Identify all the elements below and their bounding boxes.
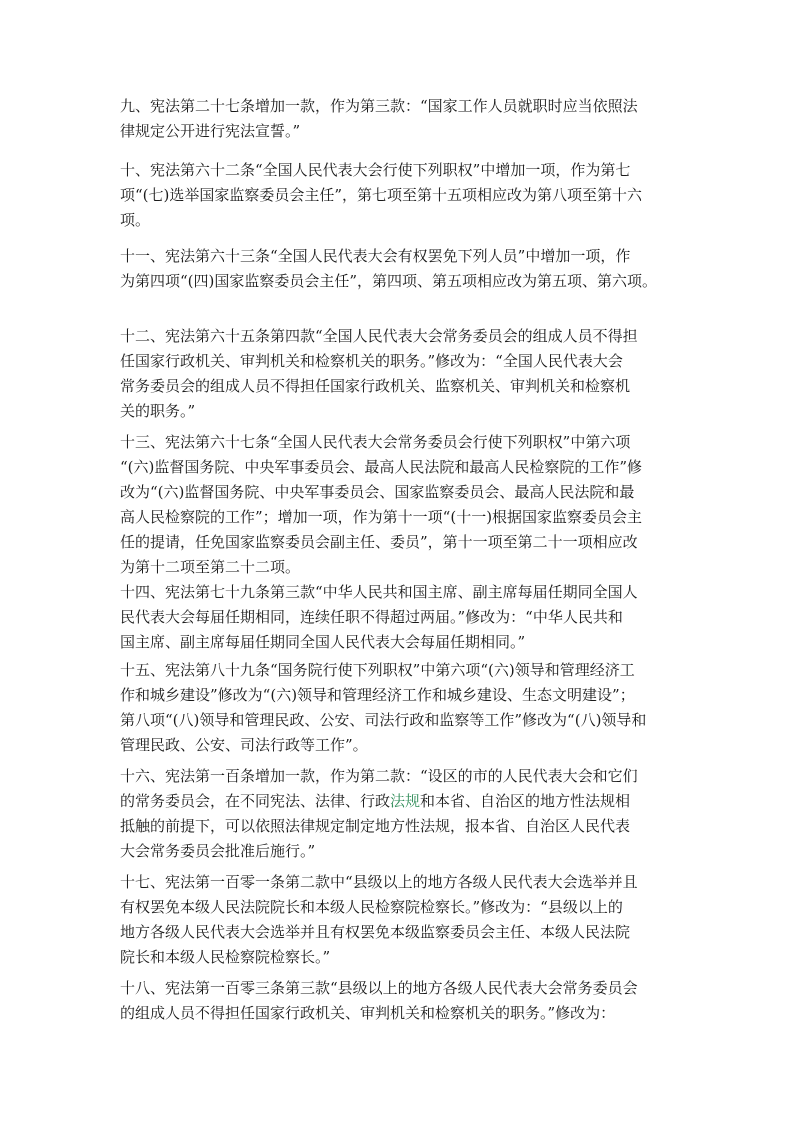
text-line: 十三、宪法第六十七条“全国人民代表大会常务委员会行使下列职权”中第六项	[120, 433, 631, 451]
paragraph-16	[120, 764, 680, 864]
text-line: 为第四项“(四)国家监察委员会主任”，第四项、第五项相应改为第五项、第六项。	[120, 272, 658, 290]
text-line: 项。	[120, 211, 151, 229]
text-line: 常务委员会的组成人员不得担任国家行政机关、监察机关、审判机关和检察机	[120, 377, 631, 395]
text-line: 大会常务委员会批准后施行。”	[120, 842, 316, 860]
text-line: 作和城乡建设”修改为“(六)领导和管理经济工作和城乡建设、生态文明建设”；	[120, 686, 635, 704]
text-line: 项“(七)选举国家监察委员会主任”，第七项至第十五项相应改为第八项至第十六	[120, 186, 643, 204]
text-line: 改为“(六)监督国务院、中央军事委员会、国家监察委员会、最高人民法院和最	[120, 483, 635, 501]
text-line: “(六)监督国务院、中央军事委员会、最高人民法院和最高人民检察院的工作”修	[120, 458, 643, 476]
text-line: 地方各级人民代表大会选举并且有权罢免本级监察委员会主任、本级人民法院	[120, 923, 631, 941]
text-line: 任国家行政机关、审判机关和检察机关的职务。”修改为：“全国人民代表大会	[120, 352, 623, 370]
paragraph-9	[120, 94, 680, 144]
text-line: 十、宪法第六十二条“全国人民代表大会行使下列职权”中增加一项，作为第七	[120, 161, 631, 179]
text-line: 律规定公开进行宪法宣誓。”	[120, 122, 301, 140]
text-line: 民代表大会每届任期相同，连续任职不得超过两届。”修改为：“中华人民共和	[120, 608, 623, 626]
text-line: 的组成人员不得担任国家行政机关、审判机关和检察机关的职务。”修改为：	[120, 1004, 616, 1022]
text-line: 十五、宪法第八十九条“国务院行使下列职权”中第六项“(六)领导和管理经济工	[120, 661, 635, 679]
paragraph-18	[120, 976, 680, 1026]
text-line: 有权罢免本级人民法院院长和本级人民检察院检察长。”修改为：“县级以上的	[120, 898, 623, 916]
paragraph-13	[120, 430, 680, 580]
text-line: 管理民政、公安、司法行政等工作”。	[120, 736, 368, 754]
text-line: 国主席、副主席每届任期同全国人民代表大会每届任期相同。”	[120, 633, 526, 651]
text-line: 关的职务。”	[120, 402, 196, 420]
paragraph-11	[120, 244, 680, 294]
text-line: 抵触的前提下，可以依照法律规定制定地方性法规，报本省、自治区人民代表	[120, 817, 631, 835]
text-line: 十四、宪法第七十九条第三款“中华人民共和国主席、副主席每届任期同全国人	[120, 583, 638, 601]
text-line: 十六、宪法第一百条增加一款，作为第二款：“设区的市的人民代表大会和它们	[120, 767, 638, 785]
text-line: 十二、宪法第六十五条第四款“全国人民代表大会常务委员会的组成人员不得担	[120, 327, 638, 345]
paragraph-15	[120, 658, 680, 758]
text-line: 院长和本级人民检察院检察长。”	[120, 948, 331, 966]
regulation-link[interactable]: 法规	[390, 792, 421, 810]
text-line: 高人民检察院的工作”；增加一项，作为第十一项“(十一)根据国家监察委员会主	[120, 508, 643, 526]
text-line: 十一、宪法第六十三条“全国人民代表大会有权罢免下列人员”中增加一项，作	[120, 247, 631, 265]
text-line: 十八、宪法第一百零三条第三款“县级以上的地方各级人民代表大会常务委员会	[120, 979, 638, 997]
text-line: 为第十二项至第二十二项。	[120, 558, 301, 576]
text-line: 第八项“(八)领导和管理民政、公安、司法行政和监察等工作”修改为“(八)领导和	[120, 711, 647, 729]
paragraph-10	[120, 158, 680, 233]
paragraph-12	[120, 324, 680, 424]
paragraph-17	[120, 870, 680, 970]
text-segment: 和本省、自治区的地方性法规相	[420, 792, 631, 810]
text-line	[120, 789, 680, 814]
text-segment: 的常务委员会，在不同宪法、法律、行政	[120, 792, 391, 810]
text-line: 任的提请，任免国家监察委员会副主任、委员”，第十一项至第二十一项相应改	[120, 533, 638, 551]
text-line: 十七、宪法第一百零一条第二款中“县级以上的地方各级人民代表大会选举并且	[120, 873, 638, 891]
paragraph-14	[120, 580, 680, 655]
text-line: 九、宪法第二十七条增加一款，作为第三款：“国家工作人员就职时应当依照法	[120, 97, 638, 115]
